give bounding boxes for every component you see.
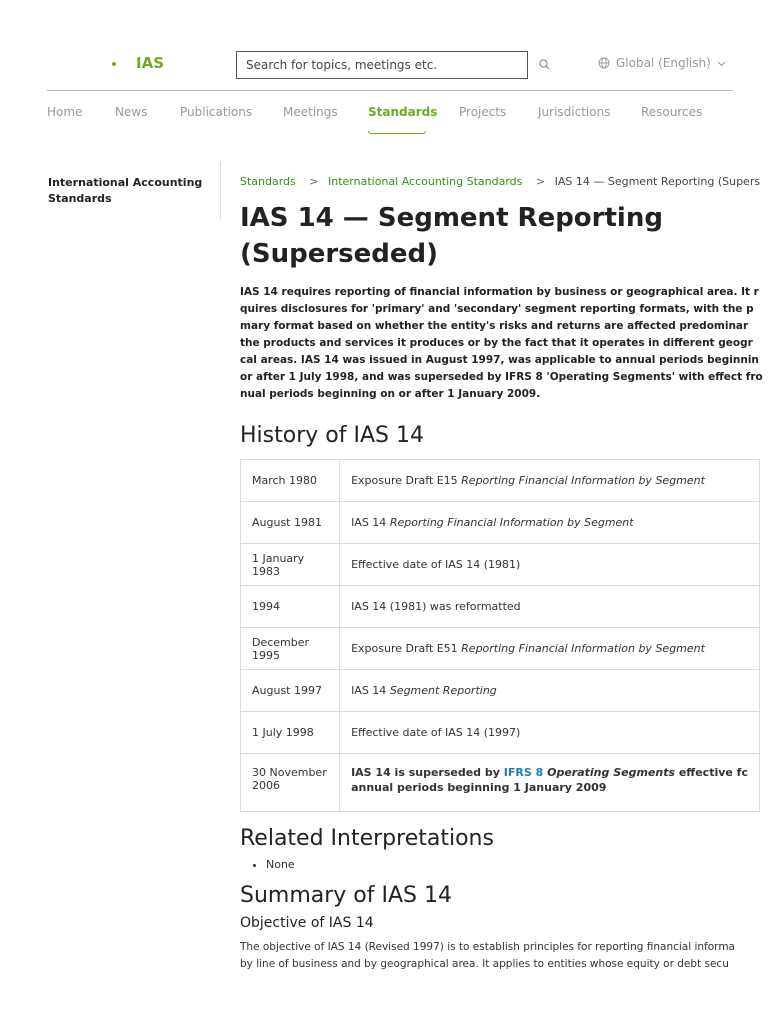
sidebar-divider [220,162,221,220]
nav-item-publications[interactable]: Publications [180,105,253,119]
intro-paragraph: IAS 14 requires reporting of financial information by business or geographical area. It r quires disclosures for 'primary' and 'secondary' segment reporting formats, with the p mary format based on whether the entity's risks and returns are affected predominar the products and services it produces or by the fact that it operates in different geogr cal areas. IAS 14 was issued in August 1997, was applicable to annual periods beginnin or after 1 July 1998, and was superseded by IFRS 8 'Operating Segments' with effect fro nual periods beginning on or after 1 January 2009. [240,286,763,400]
logo-mark [112,62,116,66]
main-nav [47,90,733,139]
nav-item-jurisdictions[interactable]: Jurisdictions [538,105,611,119]
nav-item-resources[interactable]: Resources [641,105,703,119]
chevron-down-icon [717,59,726,68]
nav-item-home[interactable]: Home [47,105,83,119]
history-heading: History of IAS 14 [240,423,424,448]
summary-heading: Summary of IAS 14 [240,883,452,908]
breadcrumb [240,175,760,188]
nav-item-meetings[interactable]: Meetings [283,105,338,119]
search-icon [536,56,554,74]
table-row: March 1980 Exposure Draft E15 Reporting Financial Information by Segment [241,460,760,502]
nav-item-standards[interactable]: Standards [368,105,438,119]
logo-text: IAS [136,54,164,72]
breadcrumb-ias[interactable]: International Accounting Standards [328,175,523,188]
objective-paragraph: The objective of IAS 14 (Revised 1997) is to establish principles for reporting financial informa by line of business and by geographical area. It applies to entities whose equity or debt secu [240,941,735,970]
breadcrumb-separator-icon: > [535,175,546,188]
table-row: August 1997 IAS 14 Segment Reporting [241,670,760,712]
language-selector[interactable] [598,56,726,70]
table-row: 1 January 1983 Effective date of IAS 14 (1981) [241,544,760,586]
table-row: December 1995 Exposure Draft E51 Reporting Financial Information by Segment [241,628,760,670]
breadcrumb-separator-icon: > [309,175,319,188]
ifrs8-link[interactable]: IFRS 8 [503,766,544,779]
objective-heading: Objective of IAS 14 [240,915,374,931]
search-input[interactable] [237,52,527,78]
breadcrumb-standards[interactable]: Standards [240,175,296,188]
nav-active-indicator [368,131,426,134]
list-item: • None [266,858,734,871]
related-heading: Related Interpretations [240,826,494,851]
table-row: August 1981 IAS 14 Reporting Financial Information by Segment [241,502,760,544]
page-title: IAS 14 — Segment Reporting (Superseded) [240,203,663,269]
table-row: 30 November 2006 IAS 14 is superseded by IFRS 8 Operating Segments effective fc annual periods beginning 1 January 2009 [241,754,760,812]
breadcrumb-current: IAS 14 — Segment Reporting (Supers [554,175,761,188]
nav-item-news[interactable]: News [115,105,148,119]
history-table [240,459,760,812]
sidebar-item-ias[interactable]: International Accounting Standards [48,176,203,205]
site-logo[interactable] [112,54,164,72]
nav-item-projects[interactable]: Projects [459,105,507,119]
language-label: Global (English) [616,56,711,70]
search-box [236,51,528,79]
globe-icon [598,57,610,69]
table-row: 1994 IAS 14 (1981) was reformatted [241,586,760,628]
table-row: 1 July 1998 Effective date of IAS 14 (1997) [241,712,760,754]
search-button[interactable] [536,56,554,74]
main-content [240,200,763,973]
related-list [240,858,734,871]
site-header [0,0,768,90]
